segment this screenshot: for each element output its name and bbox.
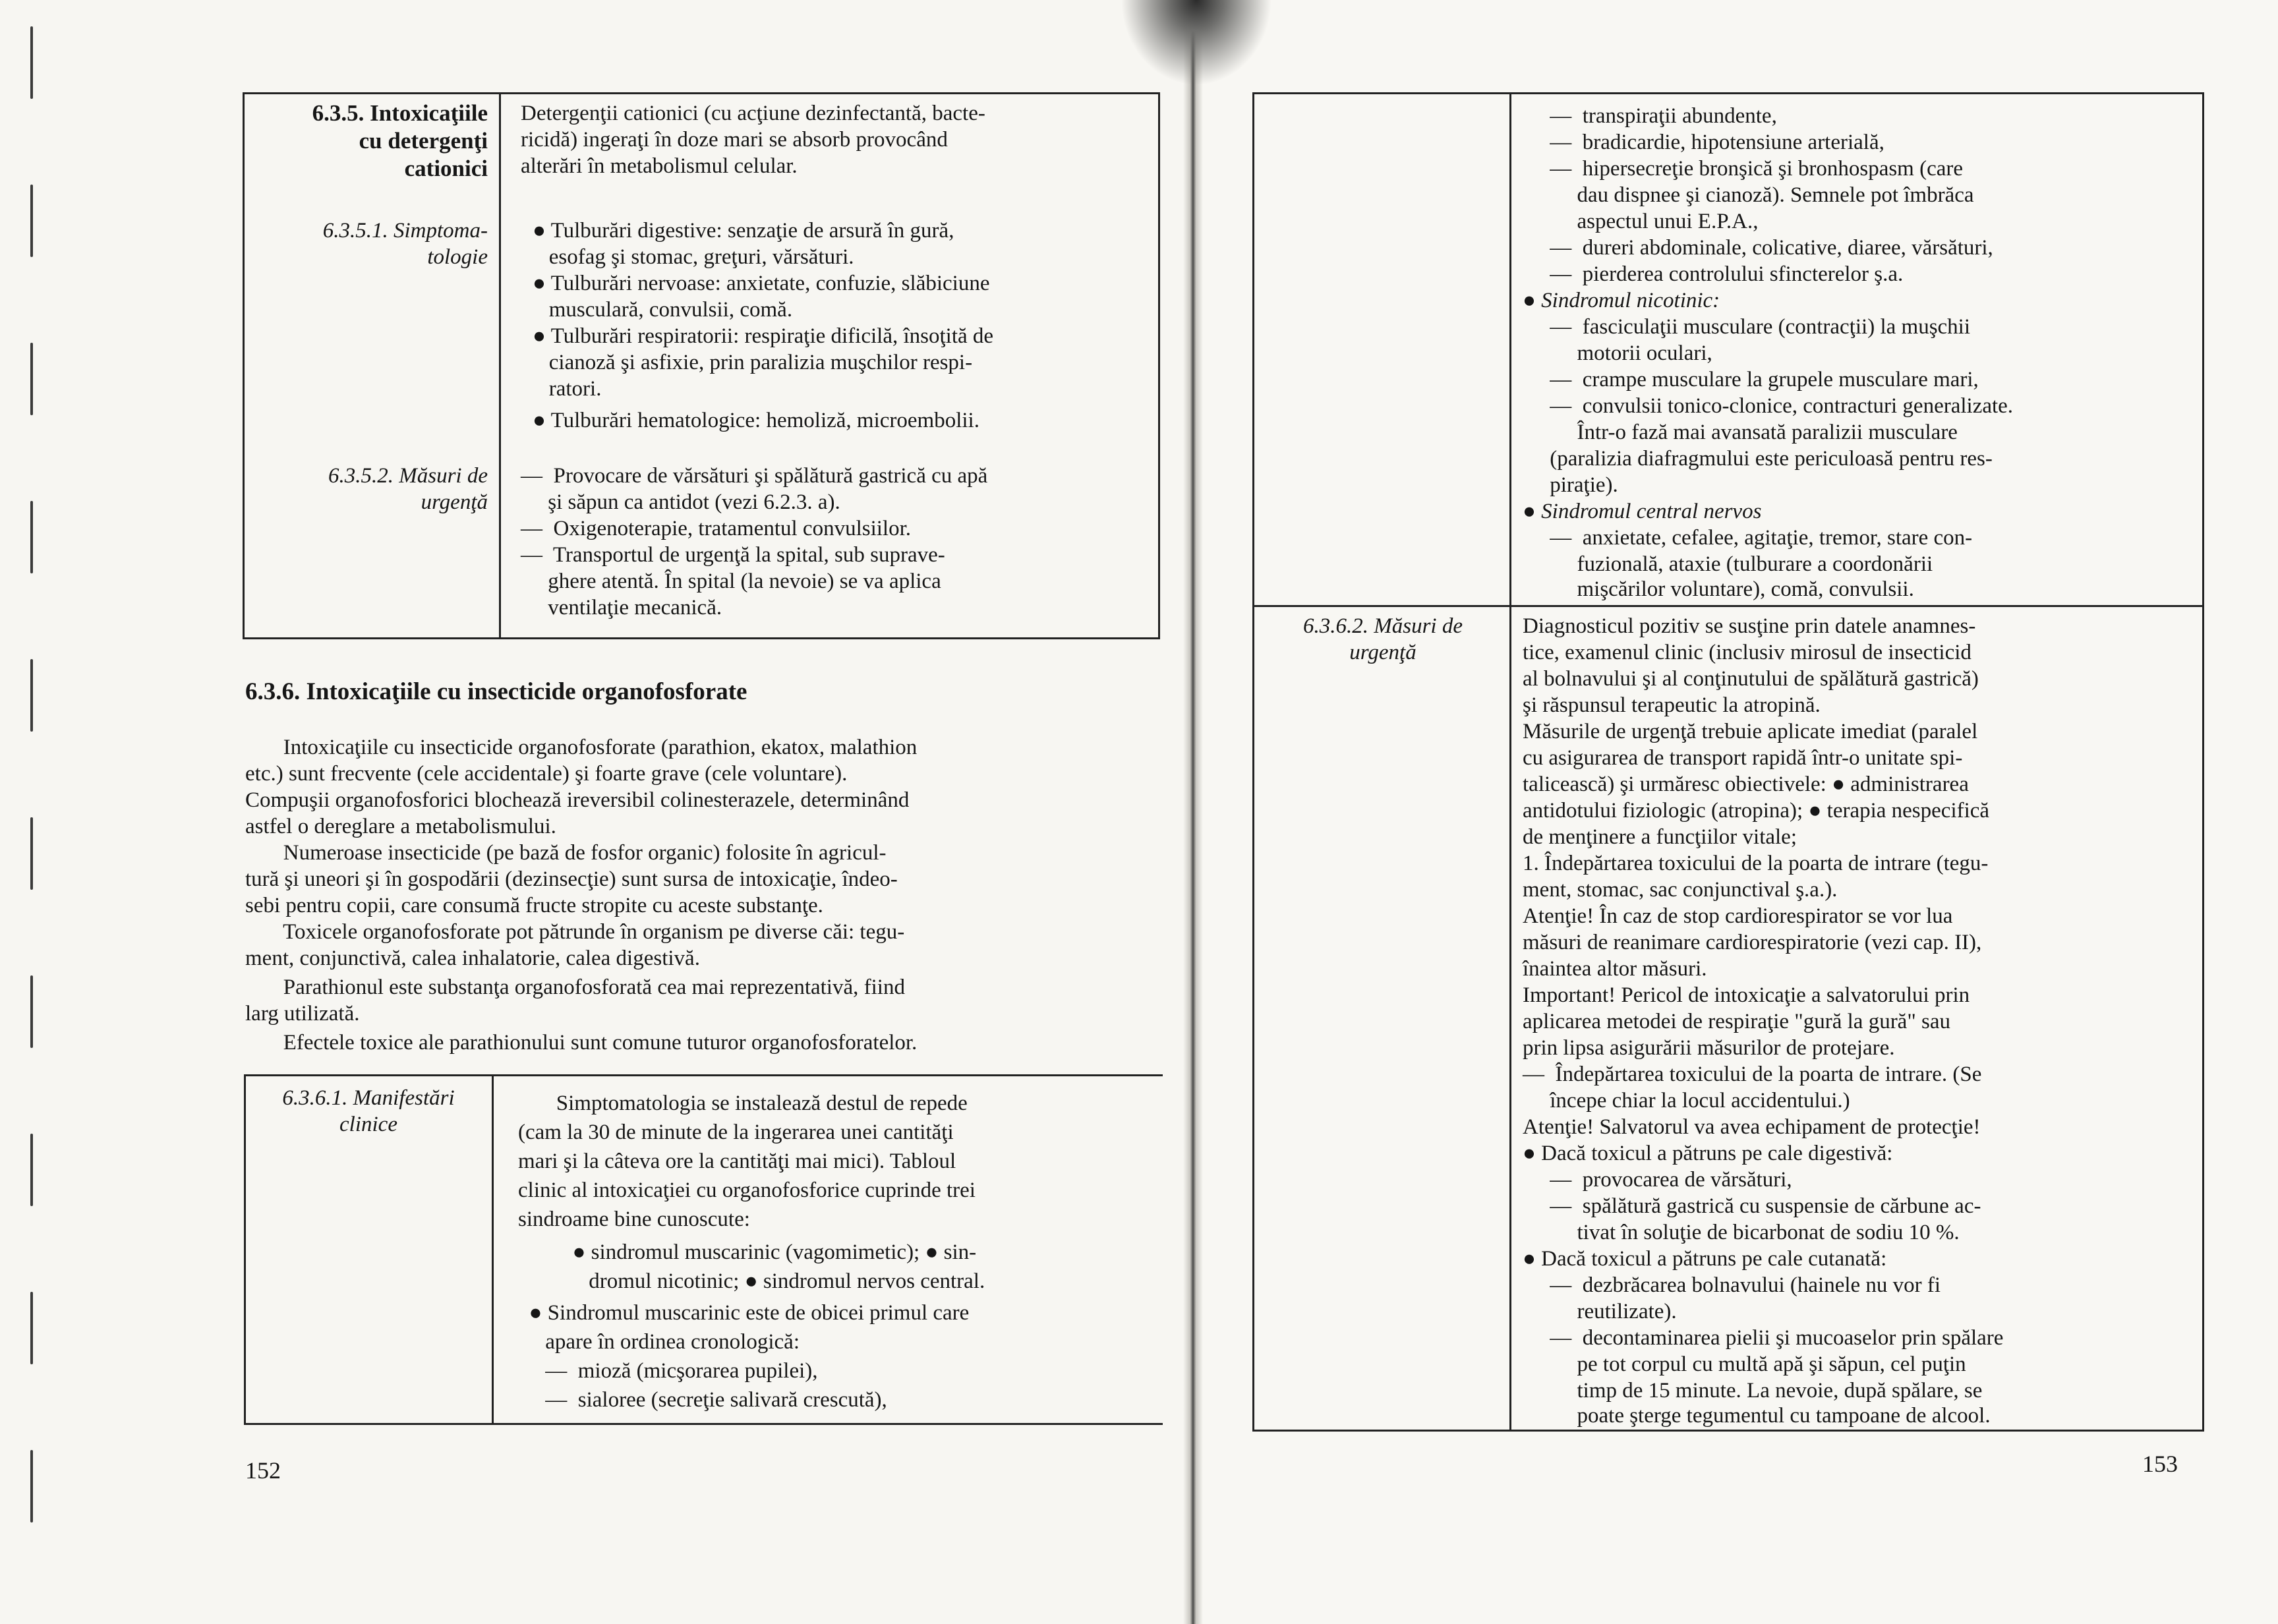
clinical-line: clinic al intoxicaţiei cu organofosforice cuprinde trei (518, 1178, 976, 1202)
heading-635-line1: 6.3.5. Intoxicaţiile (312, 100, 488, 126)
urgency-line: înaintea altor măsuri. (1523, 957, 1707, 981)
body-line: Toxicele organofosforate pot pătrunde în organism pe diverse căi: tegu- (245, 920, 905, 944)
central-nervous-line: — anxietate, cefalee, agitaţie, tremor, stare con- (1523, 526, 1973, 550)
heading-6351-line2: tologie (427, 245, 488, 269)
muscarinic-line: — pierderea controlului sfincterelor ş.a. (1523, 262, 1904, 286)
urgency-line: ● Dacă toxicul a pătruns pe cale digestivă: (1523, 1142, 1893, 1165)
table-right-divider (1509, 92, 1511, 1432)
urgency-line: — dezbrăcarea bolnavului (hainele nu vor fi (1523, 1273, 1941, 1297)
urgency-line: talicească) şi urmăresc obiectivele: ● administrarea (1523, 772, 1969, 796)
body-line: Intoxicaţiile cu insecticide organofosforate (parathion, ekatox, malathion (245, 736, 918, 759)
heading-6361-line2: clinice (339, 1113, 397, 1136)
body-line: astfel o dereglare a metabolismului. (245, 815, 556, 838)
body-line: tură şi uneori şi în gospodării (dezinsecţie) sunt sursa de intoxicaţie, îndeo- (245, 867, 898, 891)
heading-6352-line1: 6.3.5.2. Măsuri de (328, 464, 488, 488)
urgency-line: de menţinere a funcţiilor vitale; (1523, 825, 1797, 849)
muscarinic-line: — bradicardie, hipotensiune arterială, (1523, 130, 1884, 154)
symptom-line: esofag şi stomac, greţuri, vărsături. (533, 245, 854, 269)
urgency-line: ment, stomac, sac conjunctival ş.a.). (1523, 878, 1838, 902)
symptom-line: ● Tulburări digestive: senzaţie de arsură în gură, (533, 219, 954, 243)
central-nervous-line: fuzională, ataxie (tulburare a coordonării (1523, 552, 1933, 576)
body-line: Compuşii organofosforici blochează ireversibil colinesterazele, determinând (245, 788, 910, 812)
intro-635-line1: Detergenţii cationici (cu acţiune dezinfectantă, bacte- (521, 102, 985, 125)
urgency-line: poate şterge tegumentul cu tampoane de alcool. (1523, 1404, 1991, 1428)
urgency-line: al bolnavului şi al conţinutului de spălătură gastrică) (1523, 667, 1979, 691)
urgency-line: — provocarea de vărsături, (1523, 1168, 1792, 1192)
heading-6362-line2: urgenţă (1349, 641, 1416, 664)
urgency-line: Important! Pericol de intoxicaţie a salvatorului prin (1523, 983, 1970, 1007)
table-right-separator (1252, 605, 2204, 607)
heading-636: 6.3.6. Intoxicaţiile cu insecticide organofosforate (245, 678, 747, 705)
nicotinic-line: Într-o fază mai avansată paralizii musculare (1523, 420, 1958, 444)
urgency-line: — Îndepărtarea toxicului de la poarta de intrare. (Se (1523, 1062, 1982, 1086)
body-line: etc.) sunt frecvente (cele accidentale) şi foarte grave (cele voluntare). (245, 762, 848, 786)
urgency-line: prin lipsa asigurării măsurilor de protejare. (1523, 1036, 1895, 1060)
urgency-line: Măsurile de urgenţă trebuie aplicate imediat (paralel (1523, 720, 1978, 743)
table-635-divider (499, 92, 501, 639)
binding-marks (26, 0, 40, 1624)
table-6361-divider (492, 1074, 494, 1425)
measure-line: ghere atentă. În spital (la nevoie) se va aplica (521, 569, 941, 593)
symptom-line: ● Tulburări respiratorii: respiraţie dificilă, însoţită de (533, 324, 994, 348)
body-line: larg utilizată. (245, 1002, 360, 1026)
urgency-line: ● Dacă toxicul a pătruns pe cale cutanată: (1523, 1247, 1887, 1271)
clinical-line: (cam la 30 de minute de la ingerarea unei cantităţi (518, 1120, 954, 1144)
body-line: Parathionul este substanţa organofosforată cea mai reprezentativă, fiind (245, 975, 905, 999)
gutter-shadow (1121, 0, 1272, 86)
urgency-line: — spălătură gastrică cu suspensie de cărbune ac- (1523, 1194, 1981, 1218)
urgency-line: — decontaminarea pielii şi mucoaselor prin spălare (1523, 1326, 2004, 1350)
nicotinic-line: — fasciculaţii musculare (contracţii) la muşchii (1523, 315, 1971, 339)
urgency-line: aplicarea metodei de respiraţie "gură la gură" sau (1523, 1010, 1951, 1033)
heading-6351-line1: 6.3.5.1. Simptoma- (322, 219, 488, 243)
nicotinic-line: motorii oculari, (1523, 341, 1712, 365)
clinical-line: ● Sindromul muscarinic este de obicei primul care (518, 1301, 970, 1325)
nicotinic-line: — convulsii tonico-clonice, contracturi generalizate. (1523, 394, 2014, 418)
urgency-line: şi răspunsul terapeutic la atropină. (1523, 693, 1821, 717)
urgency-line: reutilizate). (1523, 1300, 1677, 1323)
heading-6352-line2: urgenţă (421, 490, 488, 514)
urgency-line: Diagnosticul pozitiv se susţine prin datele anamnes- (1523, 614, 1976, 638)
clinical-line: Simptomatologia se instalează destul de repede (518, 1091, 968, 1115)
clinical-line: — mioză (micşorarea pupilei), (518, 1359, 818, 1383)
body-line: ment, conjunctivă, calea inhalatorie, calea digestivă. (245, 946, 700, 970)
measure-line: — Provocare de vărsături şi spălătură gastrică cu apă (521, 464, 988, 488)
clinical-line: sindroame bine cunoscute: (518, 1207, 750, 1231)
table-6361-bottom (244, 1423, 1163, 1425)
urgency-line: tice, examenul clinic (inclusiv mirosul de insecticid (1523, 641, 1971, 664)
body-line: Numeroase insecticide (pe bază de fosfor organic) folosite în agricul- (245, 841, 887, 865)
heading-6361-line1: 6.3.6.1. Manifestări (282, 1086, 455, 1110)
urgency-line: tivat în soluţie de bicarbonat de sodiu 10 %. (1523, 1221, 1960, 1244)
measure-line: şi săpun ca antidot (vezi 6.2.3. a). (521, 490, 840, 514)
clinical-line: dromul nicotinic; ● sindromul nervos central. (518, 1269, 985, 1293)
body-line: Efectele toxice ale parathionului sunt comune tuturor organofosforatelor. (245, 1031, 918, 1055)
body-line: sebi pentru copii, care consumă fructe stropite cu aceste substanţe. (245, 894, 823, 917)
urgency-line: cu asigurarea de transport rapidă într-o unitate spi- (1523, 746, 1963, 770)
urgency-line: 1. Îndepărtarea toxicului de la poarta de intrare (tegu- (1523, 852, 1989, 875)
urgency-line: începe chiar la locul accidentului.) (1523, 1089, 1850, 1113)
clinical-line: mari şi la câteva ore la cantităţi mai mici). Tabloul (518, 1149, 956, 1173)
heading-635-line2: cu detergenţi (359, 128, 488, 154)
symptom-line: ● Tulburări hematologice: hemoliză, microembolii. (533, 409, 979, 432)
nicotinic-line: — crampe musculare la grupele musculare mari, (1523, 368, 1979, 392)
symptom-line: cianoză şi asfixie, prin paralizia muşchilor respi- (533, 351, 973, 374)
measure-line: — Transportul de urgenţă la spital, sub suprave- (521, 543, 945, 567)
urgency-line: Atenţie! Salvatorul va avea echipament de protecţie! (1523, 1115, 1981, 1139)
clinical-line: — sialoree (secreţie salivară crescută), (518, 1388, 887, 1412)
muscarinic-line: — hipersecreţie bronşică şi bronhospasm (care (1523, 157, 1964, 181)
muscarinic-line: dau dispnee şi cianoză). Semnele pot îmbrăca (1523, 183, 1974, 207)
muscarinic-line: aspectul unui E.P.A., (1523, 210, 1759, 233)
urgency-line: măsuri de reanimare cardiorespiratorie (vezi cap. II), (1523, 931, 1982, 954)
urgency-line: antidotului fiziologic (atropina); ● terapia nespecifică (1523, 799, 1990, 823)
heading-635-line3: cationici (404, 156, 488, 181)
clinical-line: ● sindromul muscarinic (vagomimetic); ● sin- (518, 1240, 977, 1264)
nicotinic-line: (paralizia diafragmului este periculoasă pentru res- (1523, 447, 1993, 471)
page-number-left: 152 (245, 1457, 281, 1484)
measure-line: — Oxigenoterapie, tratamentul convulsiilor. (521, 517, 912, 540)
symptom-line: ● Tulburări nervoase: anxietate, confuzie, slăbiciune (533, 272, 990, 295)
urgency-line: pe tot corpul cu multă apă şi săpun, cel puţin (1523, 1352, 1966, 1376)
symptom-line: musculară, convulsii, comă. (533, 298, 793, 322)
symptom-line: ratori. (533, 377, 602, 401)
muscarinic-line: — dureri abdominale, colicative, diaree, vărsături, (1523, 236, 1993, 260)
clinical-line: apare în ordinea cronologică: (518, 1330, 800, 1354)
intro-635-line2: ricidă) ingeraţi în doze mari se absorb provocând (521, 128, 948, 152)
heading-6362-line1: 6.3.6.2. Măsuri de (1303, 614, 1463, 638)
right-page (1200, 0, 2278, 1624)
intro-635-line3: alterări în metabolismul celular. (521, 154, 798, 178)
urgency-line: timp de 15 minute. La nevoie, după spălare, se (1523, 1379, 1983, 1403)
central-nervous-heading: ● Sindromul central nervos (1523, 500, 1762, 523)
nicotinic-heading: ● Sindromul nicotinic: (1523, 289, 1720, 312)
muscarinic-line: — transpiraţii abundente, (1523, 104, 1777, 128)
central-nervous-line: mişcărilor voluntare), comă, convulsii. (1523, 577, 1914, 601)
urgency-line: Atenţie! În caz de stop cardiorespirator se vor lua (1523, 904, 1953, 928)
page-number-right: 153 (2142, 1451, 2178, 1477)
measure-line: ventilaţie mecanică. (521, 596, 722, 620)
nicotinic-line: piraţie). (1523, 473, 1618, 497)
book-gutter (1183, 0, 1203, 1624)
